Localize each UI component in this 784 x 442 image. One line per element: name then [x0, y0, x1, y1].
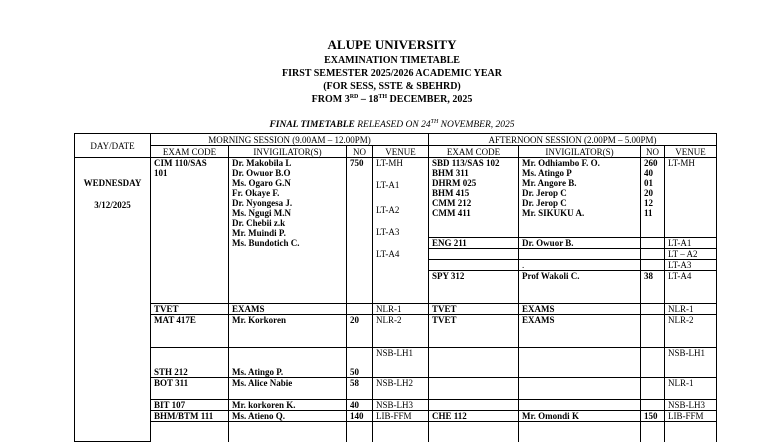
- afternoon-session-header: AFTERNOON SESSION (2.00PM – 5.00PM): [429, 134, 717, 146]
- count-cell: 750: [347, 158, 373, 304]
- table-row: [75, 304, 717, 315]
- venue-cell: LIB-FFM: [665, 411, 717, 422]
- invigilators-cell: EXAMS: [519, 315, 641, 348]
- invigilators-cell: Dr. Owuor B.: [519, 238, 641, 249]
- col-exam-code: EXAM CODE: [151, 146, 229, 158]
- exam-code-cell: BOT 311: [151, 378, 229, 400]
- document-subtitle: EXAMINATION TIMETABLE: [324, 55, 460, 66]
- table-row: [75, 422, 717, 432]
- exam-code-cell: [429, 260, 519, 271]
- invigilators-cell: Ms. Atieno Q.: [229, 411, 347, 422]
- table-row: [75, 315, 717, 348]
- semester-line: FIRST SEMESTER 2025/2026 ACADEMIC YEAR: [281, 68, 503, 79]
- exam-code-cell: TVET: [429, 315, 519, 348]
- count-cell: [641, 304, 665, 315]
- count-cell: [347, 304, 373, 315]
- day-date-header: DAY/DATE: [75, 134, 151, 158]
- invigilators-cell: Mr. korkoren K.: [229, 400, 347, 411]
- day-cell: WEDNESDAY 3/12/2025: [75, 158, 151, 442]
- col-invigilators: INVIGILATOR(S): [229, 146, 347, 158]
- venue-cell: LT-MH: [665, 158, 717, 238]
- invigilators-cell: .: [519, 260, 641, 271]
- venue-cell: LIB-FFM: [373, 411, 429, 422]
- count-cell: 50: [347, 348, 373, 378]
- invigilators-cell: Mr. Korkoren: [229, 315, 347, 348]
- invigilators-cell: Ms. Alice Nabie: [229, 378, 347, 400]
- column-header-row: [75, 146, 717, 158]
- invigilators-cell: Ms. Atingo P.: [229, 348, 347, 378]
- venue-cell: LT – A2: [665, 249, 717, 260]
- exam-code-cell: TVET: [429, 304, 519, 315]
- venue-cell: NSB-LH3: [665, 400, 717, 411]
- exam-code-cell: BHM/BTM 111: [151, 411, 229, 422]
- col-venue: VENUE: [373, 146, 429, 158]
- morning-session-header: MORNING SESSION (9.00AM – 12.00PM): [151, 134, 429, 146]
- exam-code-cell: [429, 378, 519, 400]
- venue-cell: NLR-1: [373, 304, 429, 315]
- timetable: [74, 133, 717, 442]
- invigilators-cell: EXAMS: [229, 304, 347, 315]
- invigilators-cell: [519, 400, 641, 411]
- venue-cell: NSB-LH1: [665, 348, 717, 378]
- exam-code-cell: BIT 107: [151, 400, 229, 411]
- invigilators-cell: Prof Wakoli C.: [519, 271, 641, 304]
- venue-cell: NLR-1: [665, 304, 717, 315]
- table-row: [75, 432, 717, 442]
- col-venue-pm: VENUE: [665, 146, 717, 158]
- release-note: FINAL TIMETABLE RELEASED ON 24TH NOVEMBER, 2025: [269, 119, 515, 130]
- count-cell: [641, 249, 665, 260]
- exam-code-cell: MAT 417E: [151, 315, 229, 348]
- count-cell: 150: [641, 411, 665, 422]
- table-row: [75, 158, 717, 238]
- venue-cell: LT-MH LT-A1 LT-A2 LT-A3 LT-A4: [373, 158, 429, 304]
- count-cell: [641, 238, 665, 249]
- count-cell: [641, 378, 665, 400]
- venue-cell: NSB-LH2: [373, 378, 429, 400]
- venue-cell: NSB-LH3: [373, 400, 429, 411]
- col-no-pm: NO: [641, 146, 665, 158]
- exam-code-cell: CIM 110/SAS 101: [151, 158, 229, 304]
- count-cell: 38: [641, 271, 665, 304]
- count-cell: [641, 315, 665, 348]
- venue-cell: NLR-2: [373, 315, 429, 348]
- count-cell: [641, 400, 665, 411]
- venue-cell: LT-A4: [665, 271, 717, 304]
- exam-code-cell: [429, 400, 519, 411]
- venue-cell: NSB-LH1: [373, 348, 429, 378]
- invigilators-cell: EXAMS: [519, 304, 641, 315]
- table-row: [75, 411, 717, 422]
- session-header-row: [75, 134, 717, 146]
- venue-cell: NLR-2: [665, 315, 717, 348]
- venue-cell: NLR-1: [665, 378, 717, 400]
- exam-code-cell: ENG 211: [429, 238, 519, 249]
- venue-cell: LT-A1: [665, 238, 717, 249]
- count-cell: 260 40 01 20 12 11: [641, 158, 665, 238]
- count-cell: 140: [347, 411, 373, 422]
- exam-code-cell: [429, 249, 519, 260]
- exam-code-cell: TVET: [151, 304, 229, 315]
- count-cell: 40: [347, 400, 373, 411]
- invigilators-cell: Mr. Odhiambo F. O. Ms. Atingo P Mr. Angore B. Dr. Jerop C Dr. Jerop C Mr. SIKUKU A.: [519, 158, 641, 238]
- invigilators-cell: [519, 249, 641, 260]
- exam-code-cell: [429, 348, 519, 378]
- table-row: [75, 400, 717, 411]
- exam-code-cell: STH 212: [151, 348, 229, 378]
- col-no: NO: [347, 146, 373, 158]
- count-cell: 20: [347, 315, 373, 348]
- count-cell: 58: [347, 378, 373, 400]
- count-cell: [641, 260, 665, 271]
- count-cell: [641, 348, 665, 378]
- invigilators-cell: Dr. Makobila L Dr. Owuor B.O Ms. Ogaro G.N Fr. Okaye F. Dr. Nyongesa J. Ms. Ngugi M.N Dr. Chebii z.k Mr. Muindi P. Ms. Bundotich C.: [229, 158, 347, 304]
- col-invigilators-pm: INVIGILATOR(S): [519, 146, 641, 158]
- invigilators-cell: [519, 348, 641, 378]
- exam-code-cell: CHE 112: [429, 411, 519, 422]
- exam-period: FROM 3RD – 18TH DECEMBER, 2025: [311, 94, 473, 105]
- table-row: [75, 348, 717, 378]
- university-name: ALUPE UNIVERSITY: [327, 37, 457, 52]
- invigilators-cell: [519, 378, 641, 400]
- schools-line: (FOR SESS, SSTE & SBEHRD): [323, 81, 461, 92]
- venue-cell: LT-A3: [665, 260, 717, 271]
- invigilators-cell: Mr. Omondi K: [519, 411, 641, 422]
- col-exam-code-pm: EXAM CODE: [429, 146, 519, 158]
- exam-code-cell: SBD 113/SAS 102 BHM 311 DHRM 025 BHM 415 CMM 212 CMM 411: [429, 158, 519, 238]
- table-row: [75, 378, 717, 400]
- exam-code-cell: SPY 312: [429, 271, 519, 304]
